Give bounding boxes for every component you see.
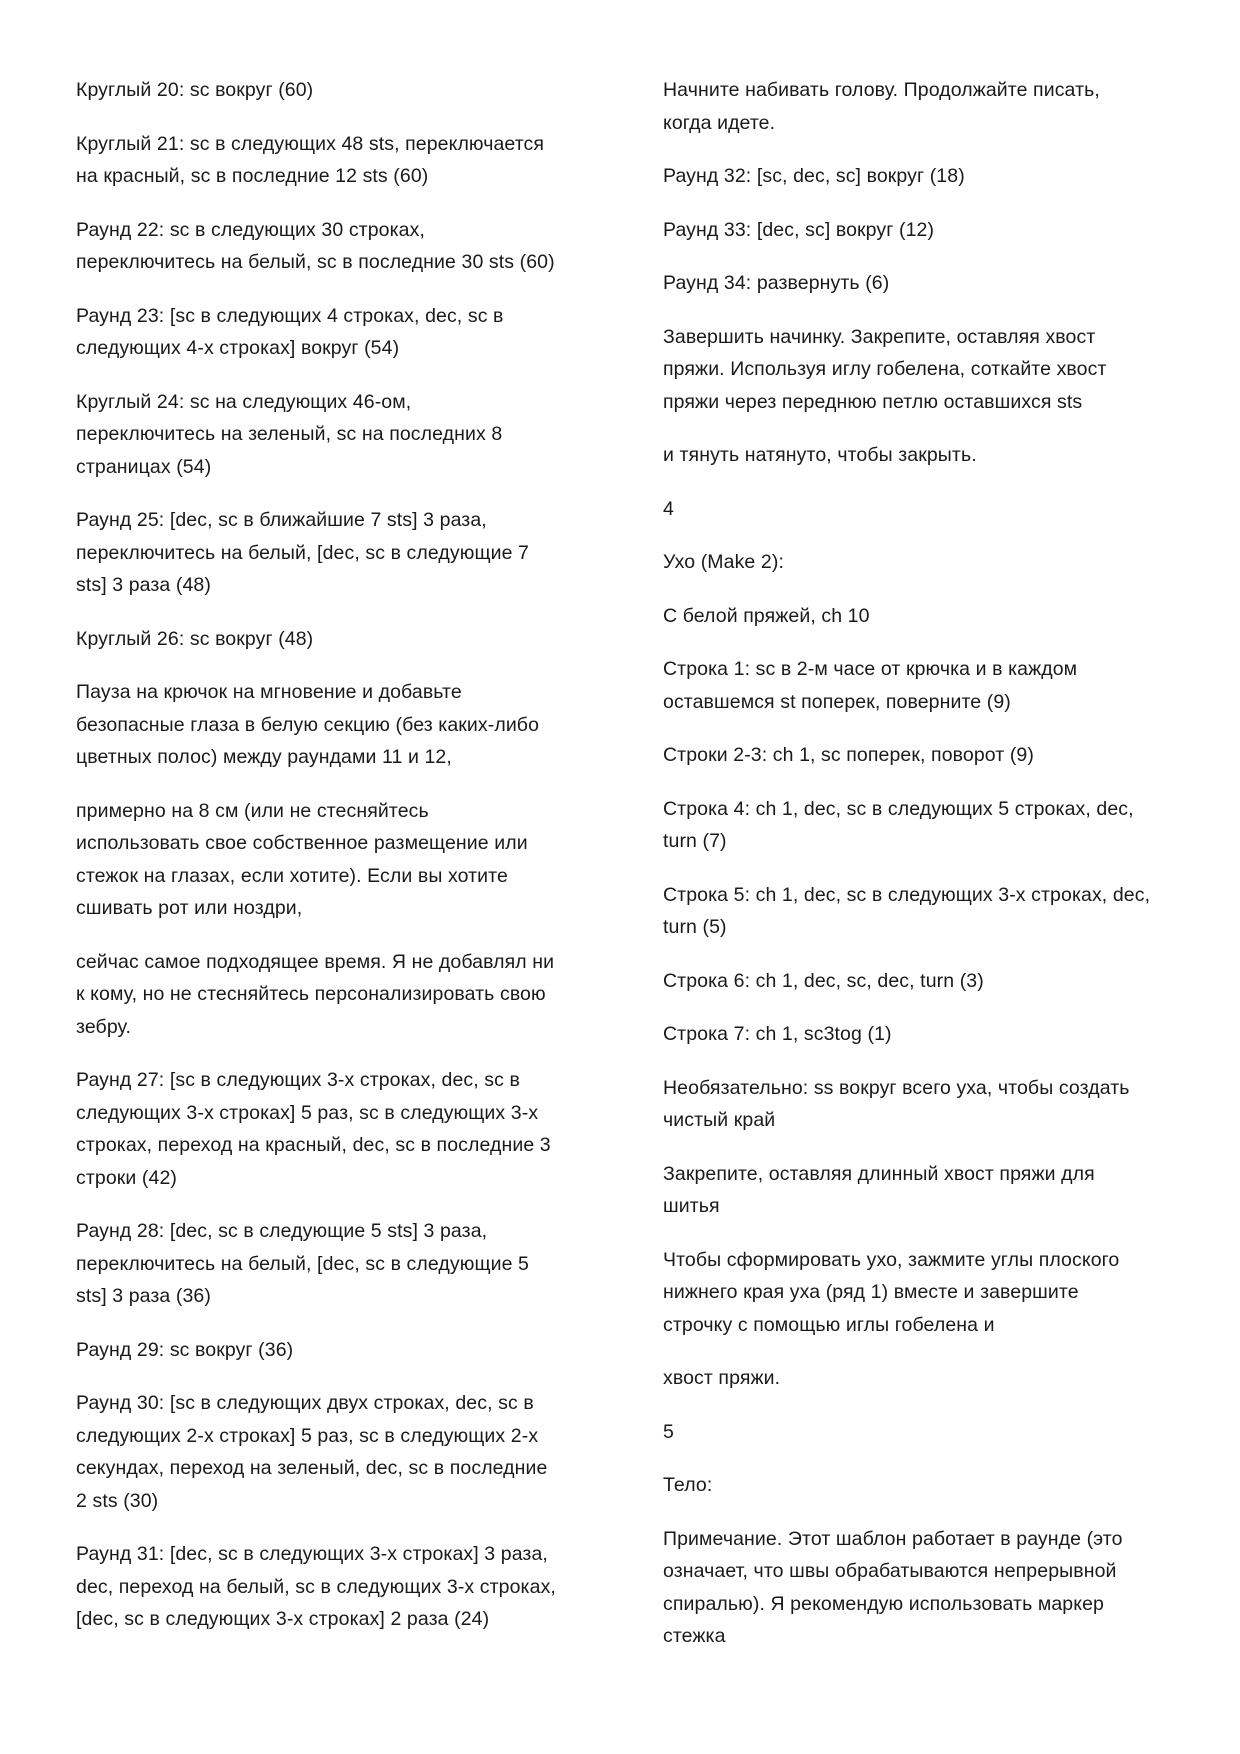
paragraph-round-26: Круглый 26: sc вокруг (48) — [76, 627, 314, 650]
paragraph-body-note: Примечание. Этот шаблон работает в раунде (это означает, что швы обрабатываются непрерывной спиралью). Я рекомендую использовать маркер стежка — [663, 1527, 1123, 1647]
section-heading-ear: Ухо (Make 2): — [663, 551, 784, 573]
paragraph-round-20: Круглый 20: sc вокруг (60) — [76, 79, 314, 101]
paragraph-ear-start: С белой пряжей, ch 10 — [663, 604, 870, 627]
paragraph-ear-row-4: Строка 4: ch 1, dec, sc в следующих 5 строках, dec, turn (7) — [663, 797, 1134, 852]
paragraph-round-22: Раунд 22: sc в следующих 30 строках, переключитесь на белый, sc в последние 30 sts (60) — [76, 218, 555, 273]
paragraph-ear-row-5: Строка 5: ch 1, dec, sc в следующих 3-х строках, dec, turn (5) — [663, 883, 1151, 938]
paragraph-round-32: Раунд 32: [sc, dec, sc] вокруг (18) — [663, 165, 965, 187]
paragraph-round-34: Раунд 34: развернуть (6) — [663, 272, 890, 294]
paragraph-round-24: Круглый 24: sc на следующих 46-ом, переключитесь на зеленый, sc на последних 8 страницах (54) — [76, 390, 503, 478]
paragraph-personalize: сейчас самое подходящее время. Я не добавлял ни к кому, но не стесняйтесь персонализировать свою зебру. — [76, 950, 555, 1038]
paragraph-round-27: Раунд 27: [sc в следующих 3-х строках, dec, sc в следующих 3-х строках] 5 раз, sc в следующих 3-х строках, переход на красный, dec, sc в последние 3 строки (42) — [76, 1069, 551, 1189]
section-number-4: 4 — [663, 497, 674, 520]
left-text-column — [76, 74, 596, 1657]
paragraph-ear-optional: Необязательно: ss вокруг всего уха, чтобы создать чистый край — [663, 1076, 1130, 1131]
section-heading-body: Тело: — [663, 1474, 713, 1496]
paragraph-stuff-head: Начните набивать голову. Продолжайте писать, когда идете. — [663, 79, 1100, 134]
paragraph-ear-rows-2-3: Строки 2-3: ch 1, sc поперек, поворот (9) — [663, 744, 1034, 766]
paragraph-ear-row-1: Строка 1: sc в 2-м часе от крючка и в каждом оставшемся st поперек, поверните (9) — [663, 658, 1078, 713]
paragraph-round-28: Раунд 28: [dec, sc в следующие 5 sts] 3 раза, переключитесь на белый, [dec, sc в следующие 5 sts] 3 раза (36) — [76, 1220, 529, 1307]
paragraph-pull-close: и тянуть натянуто, чтобы закрыть. — [663, 444, 977, 466]
paragraph-finish-stuffing: Завершить начинку. Закрепите, оставляя хвост пряжи. Используя иглу гобелена, соткайте хвост пряжи через переднюю петлю оставшихся sts — [663, 325, 1107, 413]
section-number-5: 5 — [663, 1420, 674, 1443]
paragraph-round-21: Круглый 21: sc в следующих 48 sts, переключается на красный, sc в последние 12 sts (60) — [76, 132, 545, 187]
paragraph-round-25: Раунд 25: [dec, sc в ближайшие 7 sts] 3 раза, переключитесь на белый, [dec, sc в следующие 7 sts] 3 раза (48) — [76, 509, 529, 596]
paragraph-ear-fasten: Закрепите, оставляя длинный хвост пряжи для шитья — [663, 1162, 1095, 1217]
paragraph-round-23: Раунд 23: [sc в следующих 4 строках, dec, sc в следующих 4-х строках] вокруг (54) — [76, 304, 504, 359]
paragraph-eyes-placement: примерно на 8 см (или не стесняйтесь использовать свое собственное размещение или стежок на глазах, если хотите). Если вы хотите сшивать рот или ноздри, — [76, 799, 528, 919]
paragraph-ear-row-6: Строка 6: ch 1, dec, sc, dec, turn (3) — [663, 969, 984, 992]
paragraph-ear-row-7: Строка 7: ch 1, sc3tog (1) — [663, 1023, 892, 1045]
paragraph-round-30: Раунд 30: [sc в следующих двух строках, dec, sc в следующих 2-х строках] 5 раз, sc в следующих 2-х секундах, переход на зеленый, dec, sc в последние 2 sts (30) — [76, 1392, 548, 1512]
paragraph-round-29: Раунд 29: sc вокруг (36) — [76, 1338, 294, 1361]
paragraph-ear-form: Чтобы сформировать ухо, зажмите углы плоского нижнего края уха (ряд 1) вместе и завершите строчку с помощью иглы гобелена и — [663, 1248, 1120, 1336]
paragraph-round-33: Раунд 33: [dec, sc] вокруг (12) — [663, 218, 935, 241]
paragraph-ear-yarn-tail: хвост пряжи. — [663, 1367, 781, 1389]
right-text-column — [663, 74, 1183, 1674]
paragraph-eyes-note: Пауза на крючок на мгновение и добавьте безопасные глаза в белую секцию (без каких-либо цветных полос) между раундами 11 и 12, — [76, 681, 540, 768]
paragraph-round-31: Раунд 31: [dec, sc в следующих 3-х строках] 3 раза, dec, переход на белый, sc в следующих 3-х строках, [dec, sc в следующих 3-х строках] 2 раза (24) — [76, 1543, 556, 1630]
